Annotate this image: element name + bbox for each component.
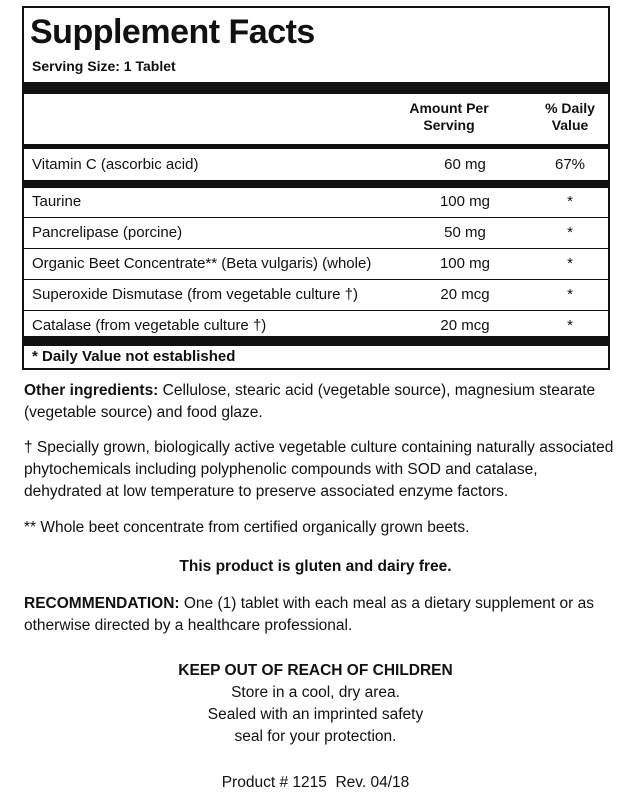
other-ingredients-label: Other ingredients: — [24, 382, 159, 399]
nutrient-amount: 20 mcg — [440, 286, 490, 303]
nutrient-name: Superoxide Dismutase (from vegetable culture †) — [32, 286, 358, 303]
table-row — [24, 248, 608, 280]
other-ingredients-text: Cellulose, stearic acid (vegetable source), magnesium stearate (vegetable source) and food glaze. — [24, 382, 596, 421]
table-row — [24, 279, 608, 311]
nutrient-name: Vitamin C (ascorbic acid) — [32, 156, 199, 173]
amount-per-serving-header: Amount Per Serving — [409, 100, 489, 133]
dagger-note: † Specially grown, biologically active vegetable culture containing naturally associated phytochemicals including polyphenolic compounds with SOD and catalase, dehydrated at low temperature to preserve associated enzyme factors. — [24, 439, 614, 500]
seal-note-line1: Sealed with an imprinted safety — [207, 706, 424, 723]
nutrient-name: Pancrelipase (porcine) — [32, 224, 183, 241]
storage-note: Store in a cool, dry area. — [231, 684, 400, 701]
nutrient-name: Taurine — [32, 193, 82, 210]
nutrient-amount: 100 mg — [439, 255, 491, 272]
daily-value-footnote: * Daily Value not established — [32, 348, 236, 365]
panel-title: Supplement Facts — [30, 13, 315, 51]
nutrient-amount: 60 mg — [444, 156, 486, 173]
nutrient-daily-value: * — [567, 193, 573, 210]
nutrient-daily-value: * — [567, 255, 573, 272]
table-row — [24, 186, 608, 218]
daily-value-header: % Daily Value — [545, 100, 595, 133]
recommendation-label: RECOMMENDATION: — [24, 595, 180, 612]
nutrient-amount: 100 mg — [439, 193, 491, 210]
serving-size: Serving Size: 1 Tablet — [32, 58, 176, 74]
nutrient-name: Organic Beet Concentrate** (Beta vulgaris) (whole) — [32, 255, 372, 272]
recommendation — [24, 593, 614, 637]
nutrient-daily-value: * — [567, 286, 573, 303]
nutrient-amount: 20 mcg — [440, 317, 490, 334]
nutrient-amount: 50 mg — [444, 224, 486, 241]
nutrient-daily-value: * — [567, 224, 573, 241]
table-row — [24, 149, 608, 181]
other-ingredients — [24, 380, 614, 424]
nutrient-daily-value: 67% — [554, 156, 586, 173]
seal-note-line2: seal for your protection. — [234, 728, 397, 745]
warning-title: KEEP OUT OF REACH OF CHILDREN — [178, 662, 453, 679]
gluten-dairy-free-note: This product is gluten and dairy free. — [179, 558, 452, 575]
thick-divider — [24, 82, 608, 94]
thick-divider — [24, 336, 608, 346]
supplement-facts-panel — [22, 6, 610, 370]
table-row — [24, 217, 608, 249]
beet-note: ** Whole beet concentrate from certified organically grown beets. — [24, 519, 470, 536]
nutrient-daily-value: * — [567, 317, 573, 334]
nutrient-name: Catalase (from vegetable culture †) — [32, 317, 267, 334]
recommendation-text: One (1) tablet with each meal as a dietary supplement or as otherwise directed by a healthcare professional. — [24, 595, 594, 634]
product-code: Product # 1215 Rev. 04/18 — [221, 774, 410, 791]
